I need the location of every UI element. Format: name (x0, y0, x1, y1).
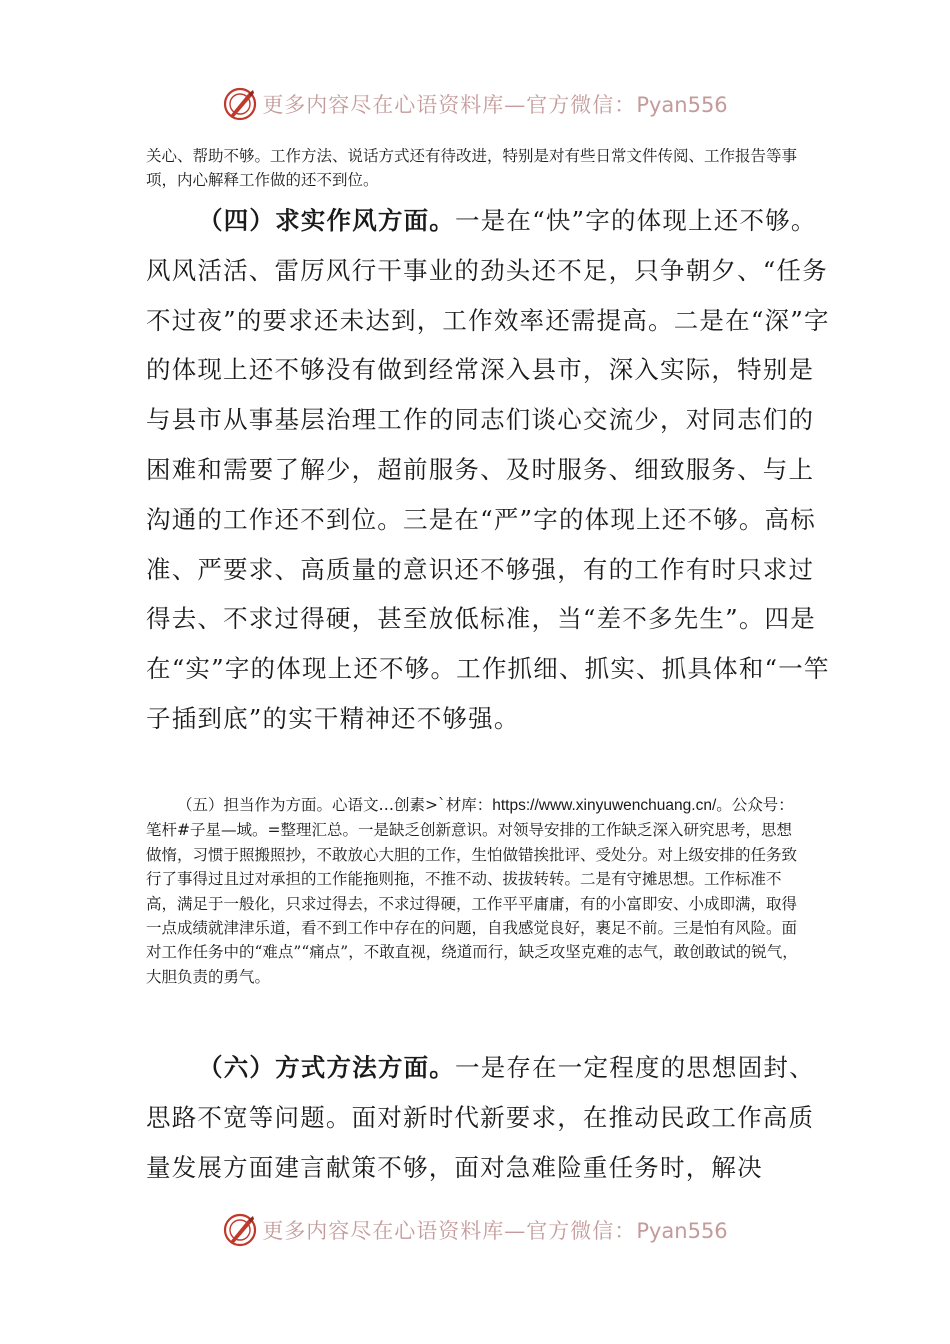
footer-account: Pyan556 (636, 1219, 728, 1243)
pen-logo-icon (222, 1212, 258, 1248)
section-five-lead: （五）担当作为方面。心语文…创素>`材库： (177, 796, 493, 814)
header-text (262, 89, 727, 119)
section-five (146, 793, 806, 989)
paragraph-continuation (146, 144, 806, 193)
section-six (146, 1043, 836, 1192)
section-six-heading: （六）方式方法方面。 (198, 1053, 455, 1082)
header-account: Pyan556 (636, 93, 728, 117)
section-six-body: 一是存在一定程度的思想固封、思路不宽等问题。面对新时代新要求，在推动民政工作高质量发展方面建言献策不够，面对急难险重任务时，解决 (146, 1053, 815, 1182)
section-five-body: 。公众号：笔杆#子星—域。=整理汇总。一是缺乏创新意识。对领导安排的工作缺乏深入研究思考，思想做惰，习惯于照搬照抄，不敢放心大胆的工作，生怕做错挨批评、受处分。对上级安排的任务致行了事得过且过对承担的工作能拖则拖，不推不动、拔拔转转。二是有守摊思想。工作标准不高，满足于一般化，只求过得去，不求过得硬，工作平平庸庸，有的小富即安、小成即满，取得一点成绩就津津乐道，看不到工作中存在的问题，自我感觉良好，裹足不前。三是怕有风险。面对工作任务中的“难点”“痛点”，不敢直视，绕道而行，缺乏攻坚克难的志气，敢创敢试的锐气，大胆负责的勇气。 (146, 796, 798, 986)
footer-banner (0, 1210, 950, 1250)
header-label: 更多内容尽在心语资料库—官方微信： (262, 93, 637, 117)
pen-logo-icon (222, 86, 258, 122)
section-four-heading: （四）求实作风方面。 (198, 206, 455, 235)
header-banner (0, 84, 950, 124)
paragraph-text: 关心、帮助不够。工作方法、说话方式还有待改进，特别是对有些日常文件传阅、工作报告等事项，内心解释工作做的还不到位。 (146, 147, 798, 190)
section-four-body: 一是在“快”字的体现上还不够。风风活活、雷厉风行干事业的劲头还不足，只争朝夕、“任务不过夜”的要求还未达到，工作效率还需提高。二是在“深”字的体现上还不够没有做到经常深入县市，深入实际，特别是与县市从事基层治理工作的同志们谈心交流少，对同志们的困难和需要了解少，超前服务、及时服务、细致服务、与上沟通的工作还不到位。三是在“严”字的体现上还不够。高标准、严要求、高质量的意识还不够强，有的工作有时只求过得去、不求过得硬，甚至放低标准，当“差不多先生”。四是在“实”字的体现上还不够。工作抓细、抓实、抓具体和“一竿子插到底”的实干精神还不够强。 (146, 206, 830, 733)
section-four (146, 196, 836, 744)
footer-label: 更多内容尽在心语资料库—官方微信： (262, 1219, 637, 1243)
footer-text (262, 1215, 727, 1245)
section-five-url: https://www.xinyuwenchuang.cn/ (492, 797, 717, 814)
